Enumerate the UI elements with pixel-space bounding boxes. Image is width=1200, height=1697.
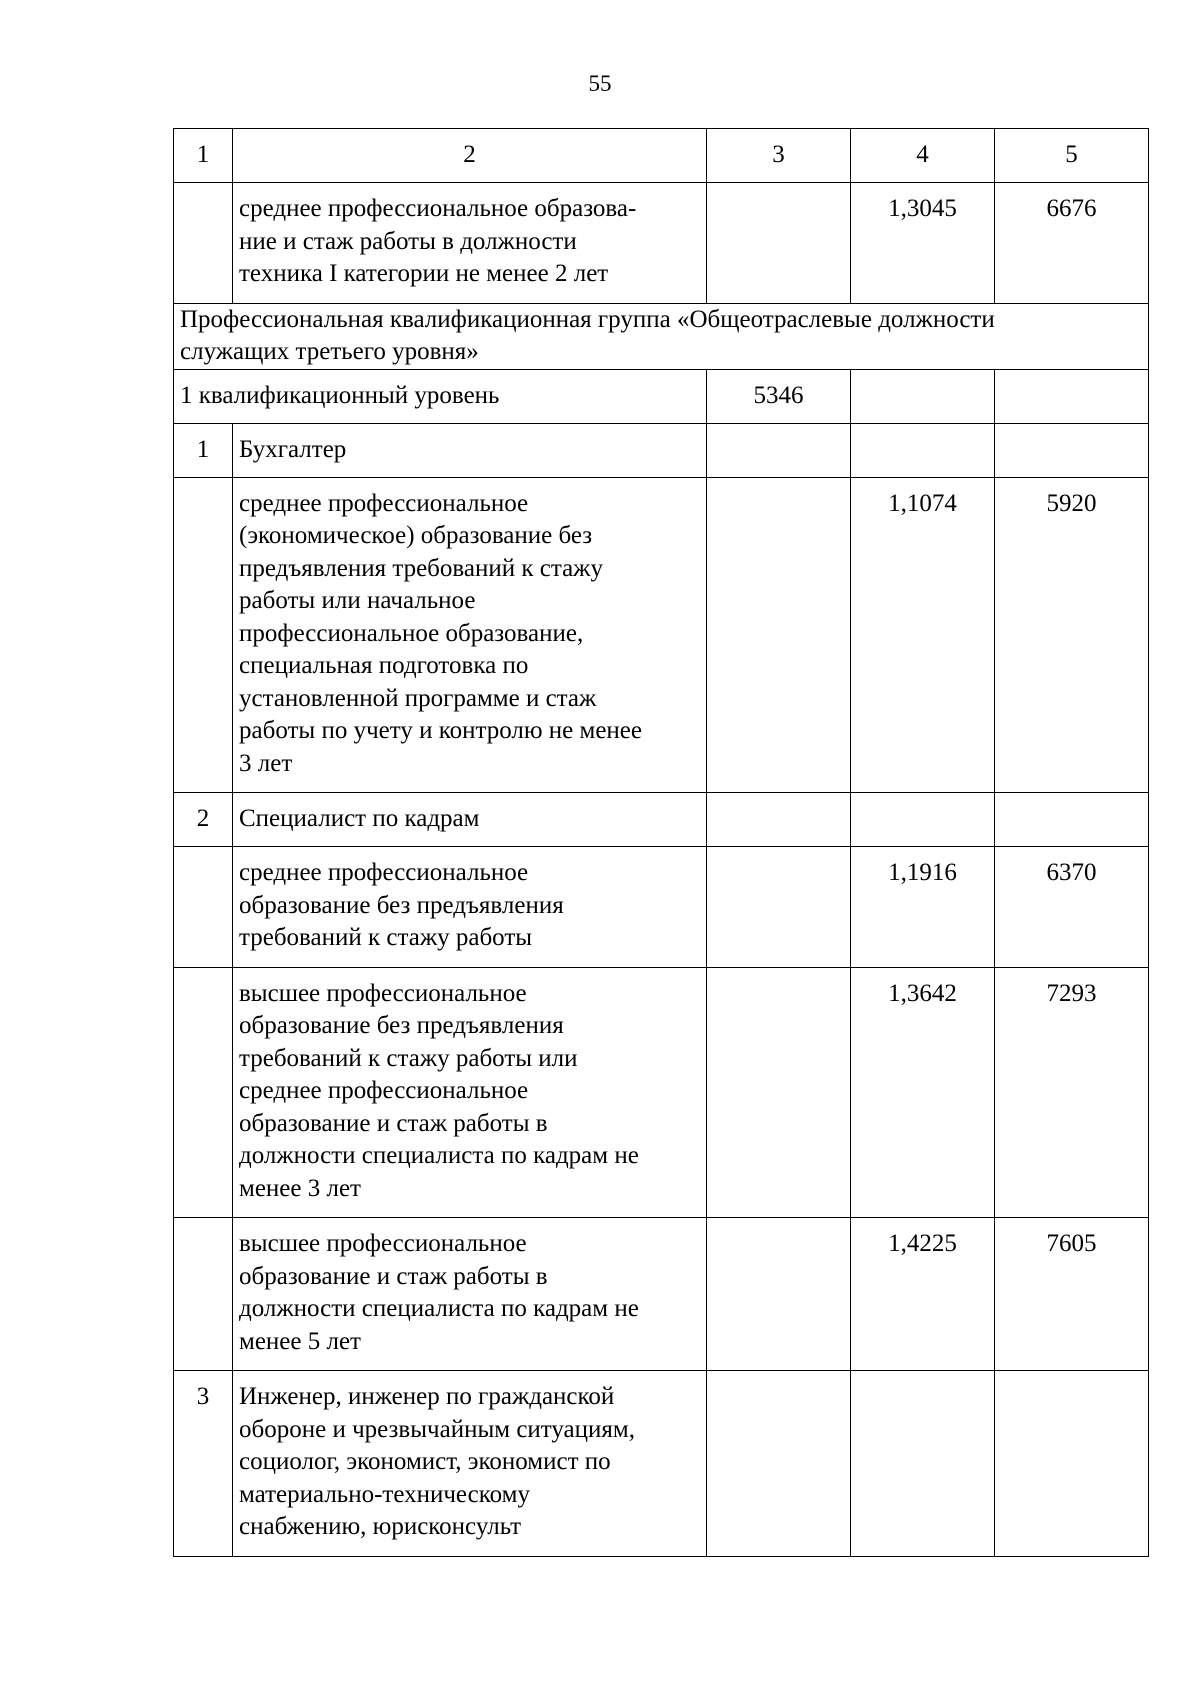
column-header-2: 2 xyxy=(233,129,707,183)
requirement-cell xyxy=(233,477,707,793)
text-line: (экономическое) образование без xyxy=(239,522,593,549)
coefficient-cell: 1,3642 xyxy=(851,967,995,1218)
text-line: установленной программе и стаж xyxy=(239,684,597,712)
table-row xyxy=(174,967,1149,1218)
text-line: среднее профессиональное xyxy=(239,489,529,517)
text-line: работы по учету и контролю не менее xyxy=(239,717,643,744)
salary-cell xyxy=(707,847,851,968)
total-cell xyxy=(995,369,1149,423)
table-row xyxy=(174,477,1149,793)
coefficient-cell xyxy=(851,369,995,423)
group-heading-row xyxy=(174,303,1149,369)
text-line: образование и стаж работы в xyxy=(239,1262,548,1290)
column-header-1: 1 xyxy=(174,129,233,183)
text-line: требований к стажу работы или xyxy=(239,1044,578,1072)
text-line: техника I категории не менее 2 лет xyxy=(239,260,609,287)
text-line: служащих третьего уровня» xyxy=(180,338,479,365)
salary-cell xyxy=(707,477,851,793)
text-line: Инженер, инженер по гражданской xyxy=(239,1383,615,1410)
coefficient-cell xyxy=(851,793,995,847)
text-line: обороне и чрезвычайным ситуациям, xyxy=(239,1415,635,1443)
text-line: образование без предъявления xyxy=(239,1012,564,1039)
row-number-cell xyxy=(174,847,233,968)
text-line: образование и стаж работы в xyxy=(239,1109,548,1137)
table-row xyxy=(174,423,1149,477)
total-cell: 7605 xyxy=(995,1218,1149,1371)
total-cell xyxy=(995,1371,1149,1557)
text-line: социолог, экономист, экономист по xyxy=(239,1448,611,1475)
text-line: должности специалиста по кадрам не xyxy=(239,1295,639,1322)
salary-cell xyxy=(707,967,851,1218)
base-salary-cell: 5346 xyxy=(707,369,851,423)
group-heading-cell xyxy=(174,303,1149,369)
total-cell xyxy=(995,793,1149,847)
coefficient-cell xyxy=(851,1371,995,1557)
text-line: ние и стаж работы в должности xyxy=(239,227,577,255)
text-line: требований к стажу работы xyxy=(239,924,533,951)
table-row xyxy=(174,793,1149,847)
text-line: среднее профессиональное xyxy=(239,1077,529,1104)
text-line: работы или начальное xyxy=(239,587,476,614)
text-line: 3 лет xyxy=(239,749,293,777)
table-row xyxy=(174,183,1149,304)
row-number-cell xyxy=(174,1218,233,1371)
column-header-3: 3 xyxy=(707,129,851,183)
coefficient-cell: 1,3045 xyxy=(851,183,995,304)
row-number-cell: 2 xyxy=(174,793,233,847)
coefficient-cell: 1,4225 xyxy=(851,1218,995,1371)
coefficient-cell xyxy=(851,423,995,477)
salary-cell xyxy=(707,1218,851,1371)
row-number-cell xyxy=(174,477,233,793)
total-cell: 6370 xyxy=(995,847,1149,968)
text-line: предъявления требований к стажу xyxy=(239,554,603,582)
position-title-cell xyxy=(233,1371,707,1557)
position-title-cell: Бухгалтер xyxy=(233,423,707,477)
table-row xyxy=(174,847,1149,968)
text-line: материально-техническому xyxy=(239,1480,530,1508)
text-line: профессиональное образование, xyxy=(239,619,584,647)
table-row xyxy=(174,1371,1149,1557)
total-cell: 7293 xyxy=(995,967,1149,1218)
salary-cell xyxy=(707,793,851,847)
salary-cell xyxy=(707,423,851,477)
requirement-cell xyxy=(233,1218,707,1371)
salary-cell xyxy=(707,183,851,304)
text-line: специальная подготовка по xyxy=(239,652,529,679)
text-line: среднее профессиональное xyxy=(239,859,529,886)
column-header-5: 5 xyxy=(995,129,1149,183)
level-row xyxy=(174,369,1149,423)
row-number-cell xyxy=(174,183,233,304)
salary-table xyxy=(173,128,1149,1557)
row-number-cell: 1 xyxy=(174,423,233,477)
text-line: снабжению, юрисконсульт xyxy=(239,1513,522,1540)
text-line: образование без предъявления xyxy=(239,891,564,919)
text-line: должности специалиста по кадрам не xyxy=(239,1142,639,1169)
column-header-4: 4 xyxy=(851,129,995,183)
row-number-cell xyxy=(174,967,233,1218)
requirement-cell xyxy=(233,847,707,968)
table-row xyxy=(174,1218,1149,1371)
text-line: менее 5 лет xyxy=(239,1327,361,1355)
level-label-cell: 1 квалификационный уровень xyxy=(174,369,707,423)
text-line: среднее профессиональное образова- xyxy=(239,195,637,222)
text-line: Профессиональная квалификационная группа «Общеотраслевые должности xyxy=(180,305,995,333)
total-cell: 6676 xyxy=(995,183,1149,304)
coefficient-cell: 1,1074 xyxy=(851,477,995,793)
page-number: 55 xyxy=(588,71,612,96)
table-header-row xyxy=(174,129,1149,183)
text-line: высшее профессиональное xyxy=(239,1230,527,1257)
text-line: высшее профессиональное xyxy=(239,979,527,1007)
total-cell: 5920 xyxy=(995,477,1149,793)
requirement-cell xyxy=(233,183,707,304)
salary-cell xyxy=(707,1371,851,1557)
position-title-cell: Специалист по кадрам xyxy=(233,793,707,847)
total-cell xyxy=(995,423,1149,477)
row-number-cell: 3 xyxy=(174,1371,233,1557)
coefficient-cell: 1,1916 xyxy=(851,847,995,968)
text-line: менее 3 лет xyxy=(239,1174,361,1202)
requirement-cell xyxy=(233,967,707,1218)
